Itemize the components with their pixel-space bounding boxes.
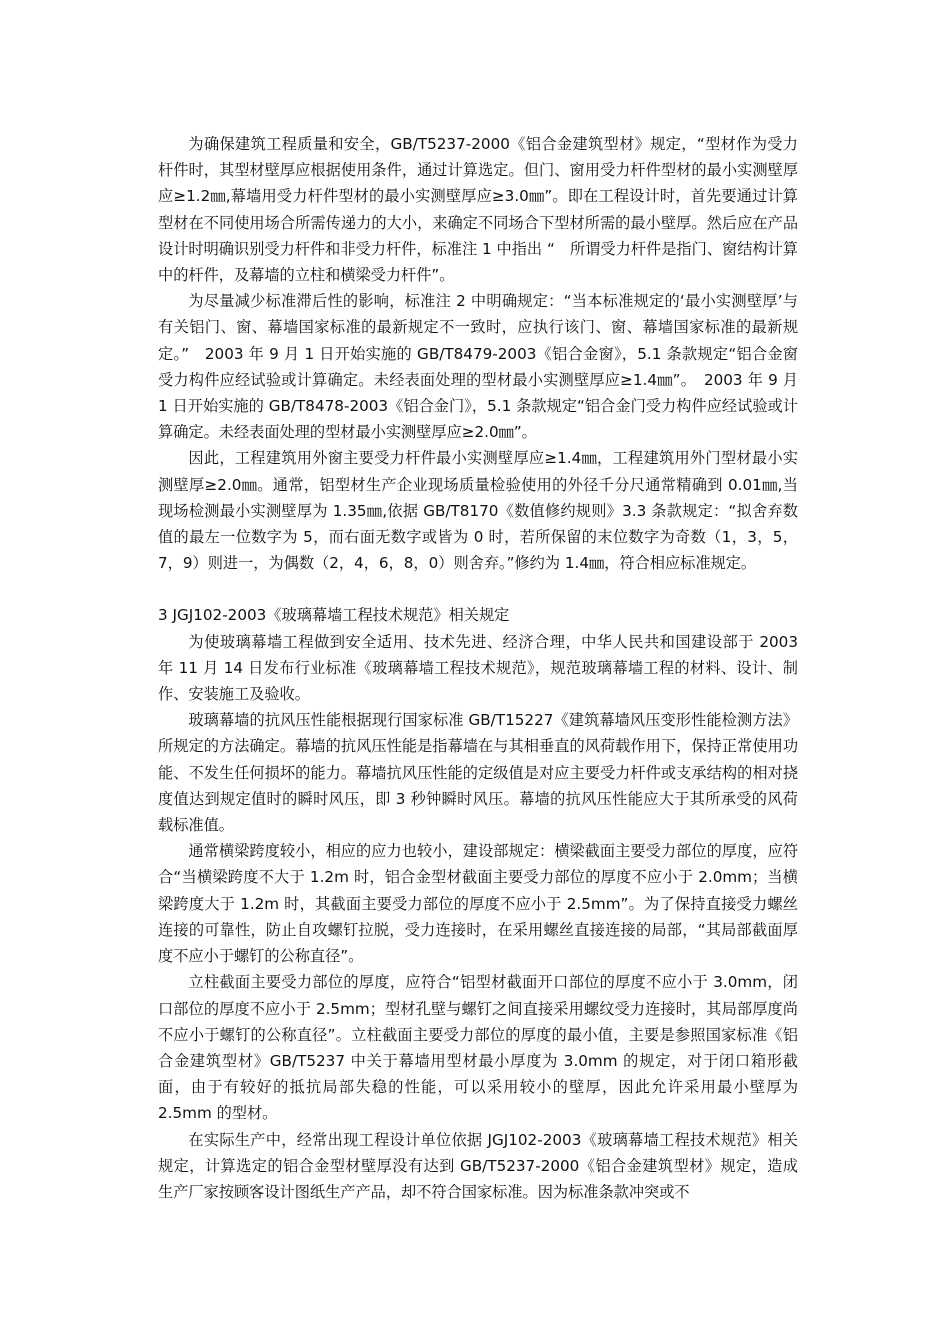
- paragraph-profile-wall-thickness: 为确保建筑工程质量和安全，GB/T5237-2000《铝合金建筑型材》规定，“型材作为受力杆件时，其型材壁厚应根据使用条件，通过计算选定。但门、窗用受力杆件型材的最小实测壁厚应≥1.2㎜,幕墙用受力杆件型材的最小实测壁厚应≥3.0㎜”。即在工程设计时，首先要通过计算型材在不同使用场合所需传递力的大小，来确定不同场合下型材所需的最小壁厚。然后应在产品设计时明确识别受力杆件和非受力杆件，标准注 1 中指出 “ 所谓受力杆件是指门、窗结构计算中的杆件，及幕墙的立柱和横梁受力杆件”。: [158, 135, 798, 285]
- paragraph-beam-thickness: 通常横梁跨度较小，相应的应力也较小，建设部规定：横梁截面主要受力部位的厚度，应符合“当横梁跨度不大于 1.2m 时，铝合金型材截面主要受力部位的厚度不应小于 2.0mm；当横梁跨度大于 1.2m 时，其截面主要受力部位的厚度不应小于 2.5mm”。为了保持直接受力螺丝连接的可靠性，防止自攻螺钉拉脱，受力连接时，在采用螺丝直接连接的局部，“其局部截面厚度不应小于螺钉的公称直径”。: [158, 842, 798, 966]
- paragraph-jgj102-intro: 为使玻璃幕墙工程做到安全适用、技术先进、经济合理，中华人民共和国建设部于 2003 年 11 月 14 日发布行业标准《玻璃幕墙工程技术规范》，规范玻璃幕墙工程的材料、设计、制作、安装施工及验收。: [158, 632, 798, 704]
- document-page: [158, 131, 798, 1205]
- paragraph-standard-lag-note: 为尽量减少标准滞后性的影响，标准注 2 中明确规定：“当本标准规定的‘最小实测壁厚’与有关铝门、窗、幕墙国家标准的最新规定不一致时，应执行该门、窗、幕墙国家标准的最新规定。” 2003 年 9 月 1 日开始实施的 GB/T8479-2003《铝合金窗》，5.1 条款规定“铝合金窗受力构件应经试验或计算确定。未经表面处理的型材最小实测壁厚应≥1.4㎜”。 2003 年 9 月 1 日开始实施的 GB/T8478-2003《铝合金门》，5.1 条款规定“铝合金门受力构件应经试验或计算确定。未经表面处理的型材最小实测壁厚应≥2.0㎜”。: [158, 292, 798, 442]
- paragraph-rounding-rule: 因此，工程建筑用外窗主要受力杆件最小实测壁厚应≥1.4㎜，工程建筑用外门型材最小实测壁厚≥2.0㎜。通常，铝型材生产企业现场质量检验使用的外径千分尺通常精确到 0.01㎜,当现场检测最小实测壁厚为 1.35㎜,依据 GB/T8170《数值修约规则》3.3 条款规定：“拟舍弃数值的最左一位数字为 5，而右面无数字或皆为 0 时，若所保留的末位数字为奇数（1，3，5，7，9）则进一，为偶数（2，4，6，8，0）则舍弃。”修约为 1.4㎜，符合相应标准规定。: [158, 449, 798, 573]
- paragraph-practice-conflict: 在实际生产中，经常出现工程设计单位依据 JGJ102-2003《玻璃幕墙工程技术规范》相关规定，计算选定的铝合金型材壁厚没有达到 GB/T5237-2000《铝合金建筑型材》规定，造成生产厂家按顾客设计图纸生产产品，却不符合国家标准。因为标准条款冲突或不: [158, 1130, 798, 1201]
- paragraph-column-thickness: 立柱截面主要受力部位的厚度，应符合“铝型材截面开口部位的厚度不应小于 3.0mm，闭口部位的厚度不应小于 2.5mm；型材孔壁与螺钉之间直接采用螺纹受力连接时，其局部厚度尚不应小于螺钉的公称直径”。立柱截面主要受力部位的厚度的最小值，主要是参照国家标准《铝合金建筑型材》GB/T5237 中关于幕墙用型材最小厚度为 3.0mm 的规定，对于闭口箱形截面，由于有较好的抵抗局部失稳的性能，可以采用较小的壁厚，因此允许采用最小壁厚为 2.5mm 的型材。: [158, 973, 798, 1123]
- paragraph-wind-pressure: 玻璃幕墙的抗风压性能根据现行国家标准 GB/T15227《建筑幕墙风压变形性能检测方法》所规定的方法确定。幕墙的抗风压性能是指幕墙在与其相垂直的风荷载作用下，保持正常使用功能、不发生任何损坏的能力。幕墙抗风压性能的定级值是对应主要受力杆件或支承结构的相对挠度值达到规定值时的瞬时风压，即 3 秒钟瞬时风压。幕墙的抗风压性能应大于其所承受的风荷载标准值。: [158, 711, 798, 835]
- section-heading-jgj102: 3 JGJ102-2003《玻璃幕墙工程技术规范》相关规定: [158, 606, 510, 625]
